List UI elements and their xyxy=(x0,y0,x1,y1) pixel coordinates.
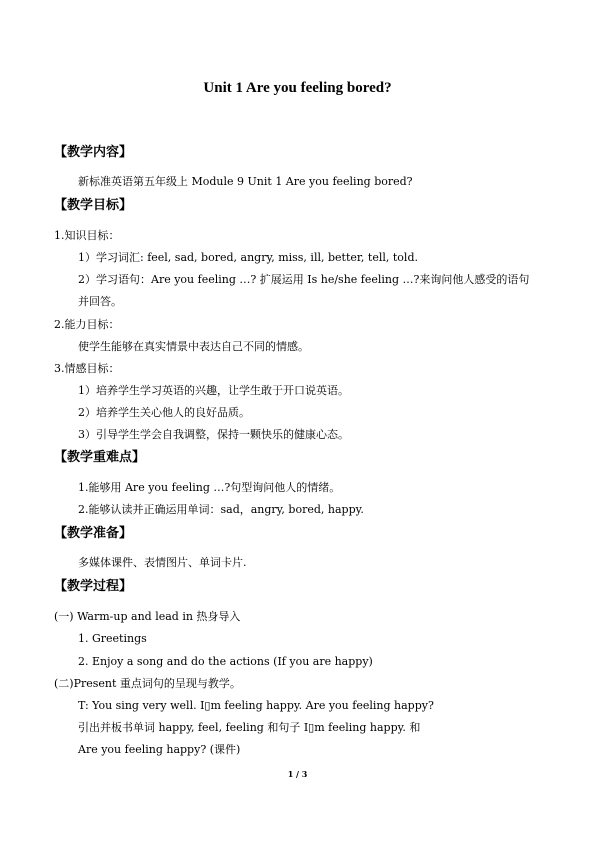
page-number: 1 / 3 xyxy=(287,769,308,779)
emotion-item-2: 2）培养学生关心他人的良好品质。 xyxy=(78,406,250,419)
ability-item-1: 使学生能够在真实情景中表达自己不同的情感。 xyxy=(78,340,309,353)
knowledge-label: 1.知识目标： xyxy=(54,229,120,242)
process-step-1: (一) Warm-up and lead in 热身导入 xyxy=(54,610,241,623)
knowledge-item-2-cont: 并回答。 xyxy=(78,295,122,308)
heading-content: 【教学内容】 xyxy=(54,145,133,160)
content-text: 新标准英语第五年级上 Module 9 Unit 1 Are you feeling bored? xyxy=(78,175,413,188)
heading-key-points: 【教学重难点】 xyxy=(54,450,146,465)
emotion-item-1: 1）培养学生学习英语的兴趣，让学生敢于开口说英语。 xyxy=(78,384,349,397)
process-step-2-c: Are you feeling happy? (课件) xyxy=(78,743,241,756)
process-step-2: (二)Present 重点词句的呈现与教学。 xyxy=(54,677,241,690)
page-title: Unit 1 Are you feeling bored? xyxy=(203,80,392,96)
process-step-2-a: T: You sing very well. I▯m feeling happy. Are you feeling happy? xyxy=(78,699,434,712)
key-point-1: 1.能够用 Are you feeling …?句型询问他人的情绪。 xyxy=(78,481,341,494)
process-step-2-b: 引出并板书单词 happy, feel, feeling 和句子 I▯m feeling happy. 和 xyxy=(78,721,421,734)
preparation-text: 多媒体课件、表情图片、单词卡片. xyxy=(78,556,247,569)
emotion-label: 3.情感目标： xyxy=(54,362,120,375)
knowledge-item-2: 2）学习语句：Are you feeling …? 扩展运用 Is he/she feeling …?来询问他人感受的语句 xyxy=(78,273,530,286)
process-step-1-b: 2. Enjoy a song and do the actions (If you are happy) xyxy=(78,655,373,668)
process-step-1-a: 1. Greetings xyxy=(78,632,147,645)
heading-process: 【教学过程】 xyxy=(54,579,133,594)
heading-goals: 【教学目标】 xyxy=(54,198,133,213)
emotion-item-3: 3）引导学生学会自我调整，保持一颗快乐的健康心态。 xyxy=(78,428,349,441)
ability-label: 2.能力目标： xyxy=(54,318,120,331)
key-point-2: 2.能够认读并正确运用单词：sad，angry, bored, happy. xyxy=(78,503,364,516)
knowledge-item-1: 1）学习词汇: feel, sad, bored, angry, miss, ill, better, tell, told. xyxy=(78,251,418,264)
heading-preparation: 【教学准备】 xyxy=(54,526,133,541)
